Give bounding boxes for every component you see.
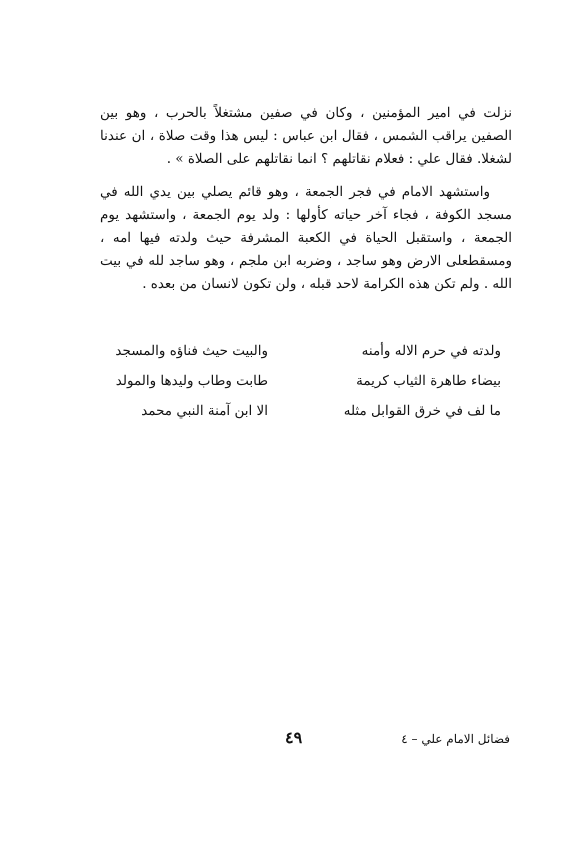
verse-first-hemistich: بيضاء طاهرة الثياب كريمة (356, 373, 501, 389)
poem-verse (118, 396, 501, 426)
paragraph-2: واستشهد الامام في فجر الجمعة ، وهو قائم يصلي بين يدي الله في مسجد الكوفة ، فجاء آخر حياته كأولها : ولد يوم الجمعة ، واستشهد يوم الجمعة ، واستقبل الحياة في الكعبة المشرفة حيث ولدته فيها امه ، ومسقطعلى الارض وهو ساجد ، وضربه ابن ملجم ، وهو ساجد لله في بيت الله . ولم تكن هذه الكرامة لاحد قبله ، ولن تكون لانسان من بعده . (100, 184, 512, 292)
body-text (100, 102, 512, 296)
verse-second-hemistich: الا ابن آمنة النبي محمد (141, 403, 268, 419)
verse-first-hemistich: ولدته في حرم الاله وأمنه (361, 343, 501, 359)
verse-first-hemistich: ما لف في خرق القوابل مثله (343, 403, 501, 419)
verse-second-hemistich: طابت وطاب وليدها والمولد (115, 373, 268, 389)
page-number: ٤٩ (285, 728, 303, 747)
paragraph-1: نزلت في امير المؤمنين ، وكان في صفين مشتغلاً بالحرب ، وهو بين الصفين يراقب الشمس ، فقال ابن عباس : ليس هذا وقت صلاة ، ان عندنا لشغلا. فقال علي : فعلام نقاتلهم ؟ انما نقاتلهم على الصلاة » . (100, 105, 512, 167)
poem-verse (115, 366, 501, 396)
poem (115, 336, 501, 426)
running-title: فضائل الامام علي – ٤ (401, 732, 510, 746)
page-footer (90, 728, 510, 752)
poem-verse (115, 336, 501, 366)
verse-second-hemistich: والبيت حيث فناؤه والمسجد (115, 343, 268, 359)
